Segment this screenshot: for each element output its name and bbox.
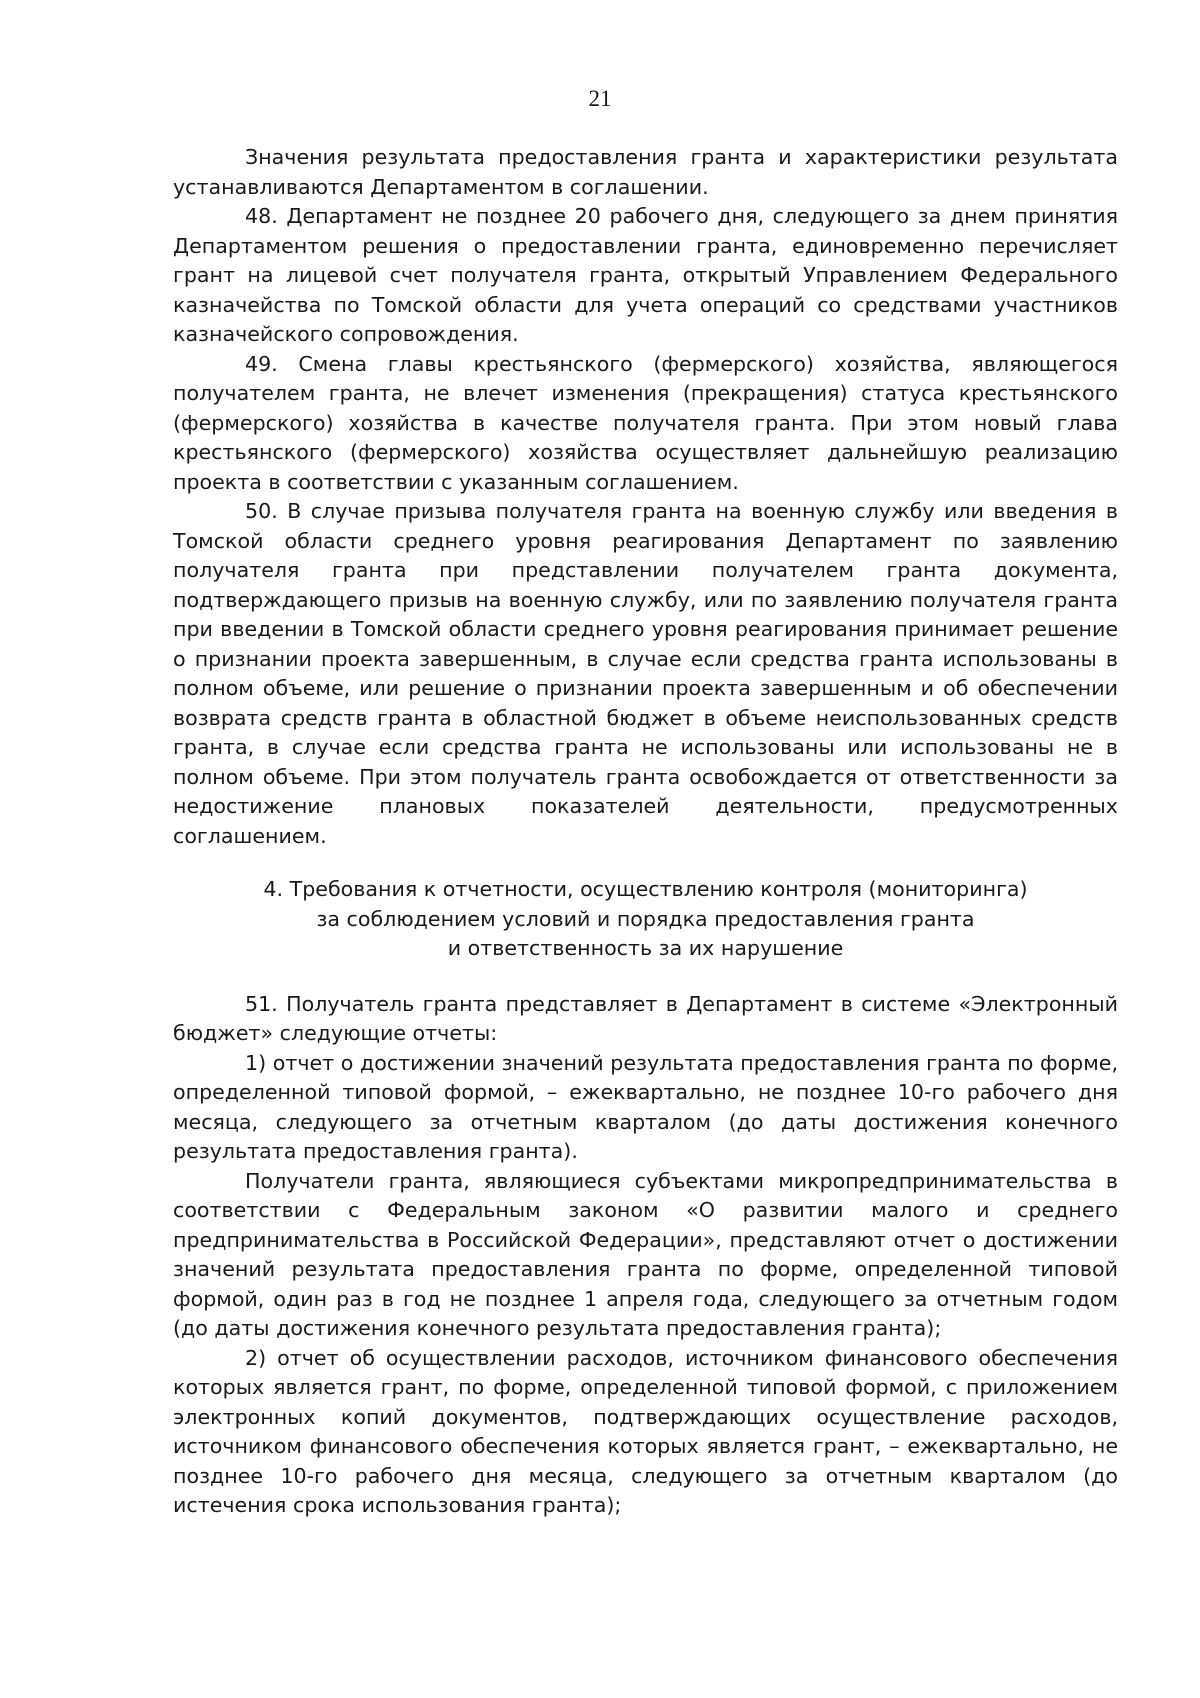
paragraph-result-values: Значения результата предоставления гранта и характеристики результата устанавливаются Департаментом в соглашении. [173, 145, 1118, 199]
page-number: 21 [588, 86, 612, 111]
section-heading-line-2: за соблюдением условий и порядка предоставления гранта [316, 906, 975, 931]
paragraph-48: 48. Департамент не позднее 20 рабочего дня, следующего за днем принятия Департаментом решения о предоставлении гранта, единовременно перечисляет грант на лицевой счет получателя гранта, открытый Управлением Федерального казначейства по Томской области для учета операций со средствами участников казначейского сопровождения. [173, 204, 1118, 346]
paragraph-micro-enterprises: Получатели гранта, являющиеся субъектами микропредпринимательства в соответствии с Федеральным законом «О развитии малого и среднего предпринимательства в Российской Федерации», представляют отчет о достижении значений результата предоставления гранта по форме, определенной типовой формой, один раз в год не позднее 1 апреля года, следующего за отчетным годом (до даты достижения конечного результата предоставления гранта); [173, 1168, 1118, 1340]
paragraph-51-item-1: 1) отчет о достижении значений результата предоставления гранта по форме, определенной типовой формой, – ежеквартально, не позднее 10-го рабочего дня месяца, следующего за отчетным кварталом (до даты достижения конечного результата предоставления гранта). [173, 1050, 1118, 1163]
paragraph-51-item-2: 2) отчет об осуществлении расходов, источником финансового обеспечения которых является грант, по форме, определенной типовой формой, с приложением электронных копий документов, подтверждающих осуществление расходов, источником финансового обеспечения которых является грант, – ежеквартально, не позднее 10-го рабочего дня месяца, следующего за отчетным кварталом (до истечения срока использования гранта); [173, 1345, 1118, 1517]
paragraph-50: 50. В случае призыва получателя гранта на военную службу или введения в Томской области среднего уровня реагирования Департамент по заявлению получателя гранта при представлении получателем гранта документа, подтверждающего призыв на военную службу, или по заявлению получателя гранта при введении в Томской области среднего уровня реагирования принимает решение о признании проекта завершенным, в случае если средства гранта использованы в полном объеме, или решение о признании проекта завершенным и об обеспечении возврата средств гранта в областной бюджет в объеме неиспользованных средств гранта, в случае если средства гранта не использованы или использованы не в полном объеме. При этом получатель гранта освобождается от ответственности за недостижение плановых показателей деятельности, предусмотренных соглашением. [173, 499, 1118, 848]
section-heading-line-3: и ответственность за их нарушение [447, 936, 844, 960]
section-heading-line-1: 4. Требования к отчетности, осуществлению контроля (мониторинга) [263, 877, 1028, 901]
document-body [173, 143, 1118, 1521]
section-heading [173, 875, 1118, 964]
paragraph-51: 51. Получатель гранта представляет в Департамент в системе «Электронный бюджет» следующие отчеты: [173, 991, 1118, 1045]
paragraph-49: 49. Смена главы крестьянского (фермерского) хозяйства, являющегося получателем гранта, не влечет изменения (прекращения) статуса крестьянского (фермерского) хозяйства в качестве получателя гранта. При этом новый глава крестьянского (фермерского) хозяйства осуществляет дальнейшую реализацию проекта в соответствии с указанным соглашением. [173, 351, 1118, 494]
